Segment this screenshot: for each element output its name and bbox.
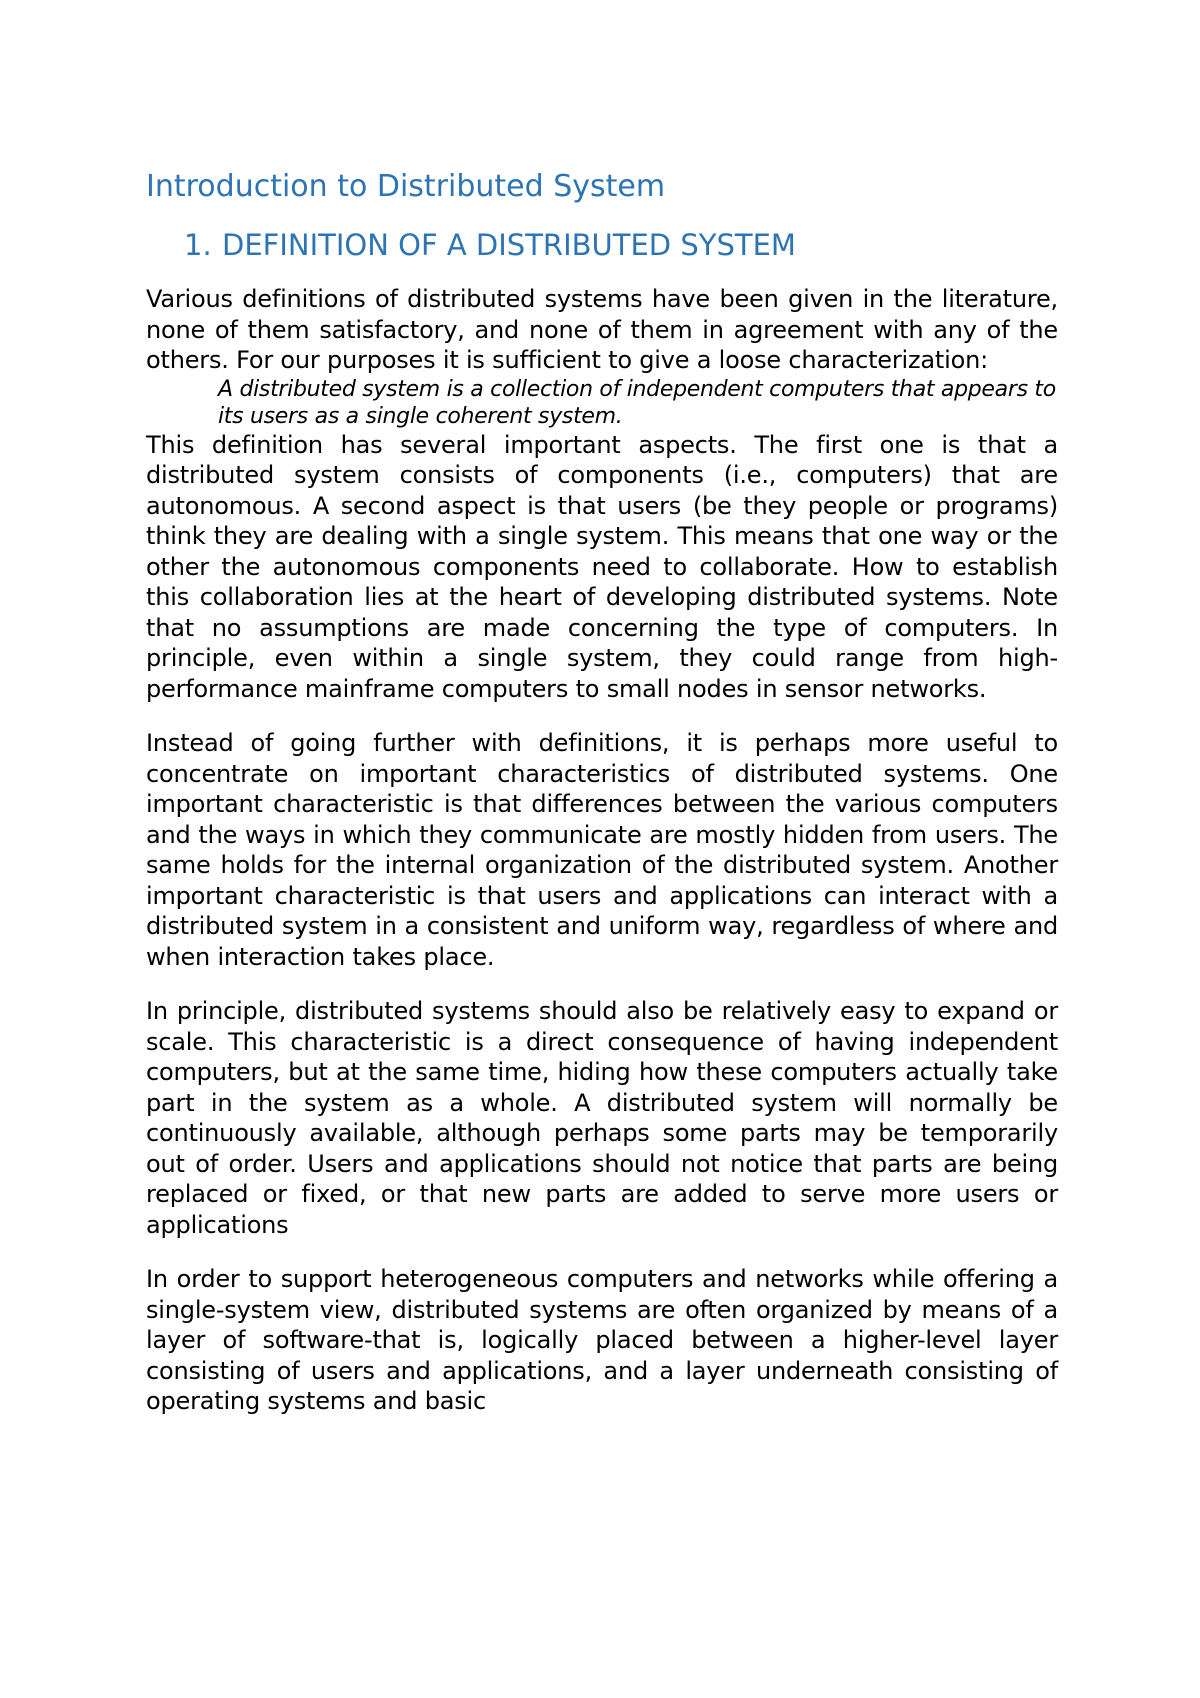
definition-quote: A distributed system is a collection of independent computers that appears to its users as a single coherent system.: [218, 376, 1056, 429]
paragraph-middleware: In order to support heterogeneous computers and networks while offering a single-system view, distributed systems are often organized by means of a layer of software-that is, logically placed between a higher-level layer consisting of users and applications, and a layer underneath consisting of operating systems and basic: [146, 1265, 1058, 1415]
paragraph-aspects: This definition has several important aspects. The first one is that a distributed system consists of components (i.e., computers) that are autonomous. A second aspect is that users (be they people or programs) think they are dealing with a single system. This means that one way or the other the autonomous components need to collaborate. How to establish this collaboration lies at the heart of developing distributed systems. Note that no assumptions are made concerning the type of computers. In principle, even within a single system, they could range from high-performance mainframe computers to small nodes in sensor networks.: [146, 430, 1058, 703]
paragraph-characteristics: Instead of going further with definitions, it is perhaps more useful to concentrate on important characteristics of distributed systems. One important characteristic is that differences between the various computers and the ways in which they communicate are mostly hidden from users. The same holds for the internal organization of the distributed system. Another important characteristic is that users and applications can interact with a distributed system in a consistent and uniform way, regardless of where and when interaction takes place.: [146, 729, 1058, 971]
document-title: Introduction to Distributed System: [146, 169, 666, 204]
paragraph-scalability: In principle, distributed systems should also be relatively easy to expand or scale. This characteristic is a direct consequence of having independent computers, but at the same time, hiding how these computers actually take part in the system as a whole. A distributed system will normally be continuously available, although perhaps some parts may be temporarily out of order. Users and applications should not notice that parts are being replaced or fixed, or that new parts are added to serve more users or applications: [146, 997, 1058, 1239]
section-title: DEFINITION OF A DISTRIBUTED SYSTEM: [222, 228, 796, 262]
paragraph-intro: Various definitions of distributed systems have been given in the literature, none of them satisfactory, and none of them in agreement with any of the others. For our purposes it is sufficient to give a loose characterization:: [146, 285, 1058, 374]
section-number: 1.: [184, 228, 212, 262]
document-body: [146, 168, 1058, 1417]
section-heading: [146, 226, 1058, 264]
